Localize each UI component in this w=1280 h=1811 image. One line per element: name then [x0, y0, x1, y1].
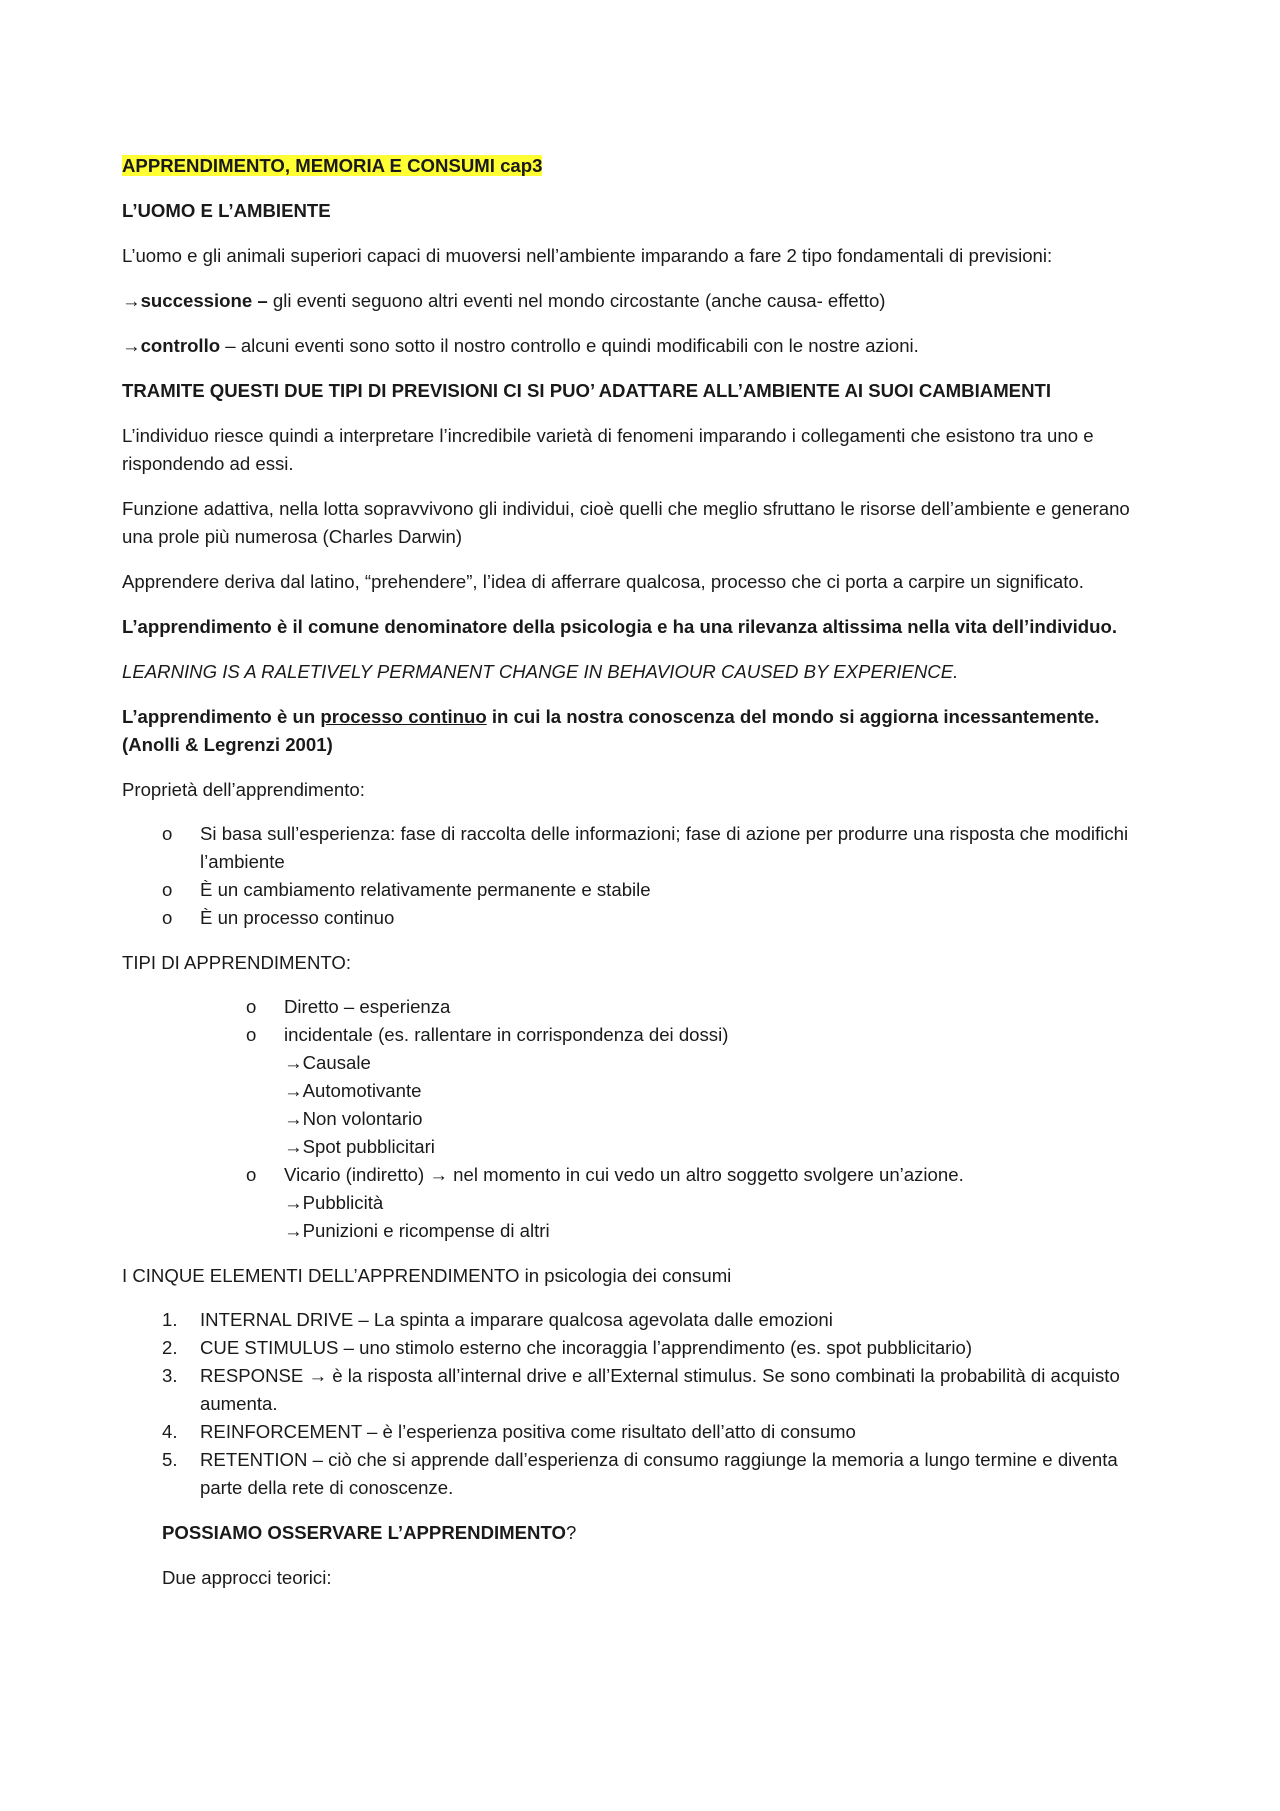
paragraph-denominatore: L’apprendimento è il comune denominatore della psicologia e ha una rilevanza altissima nella vita dell’individuo.	[122, 616, 1118, 637]
paragraph-processo-continuo	[122, 703, 1162, 759]
list-number: 1.	[162, 1309, 178, 1330]
heading-previsioni: TRAMITE QUESTI DUE TIPI DI PREVISIONI CI SI PUO’ ADATTARE ALL’AMBIENTE AI SUOI CAMBIAMENTI	[122, 380, 1052, 401]
processo-continuo-underlined: processo continuo	[320, 706, 487, 727]
cinque-elementi-list	[122, 1306, 1162, 1502]
document-title: APPRENDIMENTO, MEMORIA E CONSUMI cap3	[122, 155, 543, 176]
list-number: 2.	[162, 1337, 178, 1358]
arrow-icon: →	[284, 1052, 303, 1073]
arrow-icon: →	[284, 1080, 303, 1101]
arrow-icon: →	[122, 290, 141, 311]
sub-item: →Pubblicità	[284, 1192, 384, 1213]
arrow-icon: →	[284, 1136, 303, 1157]
list-item: o È un cambiamento relativamente permanente e stabile	[122, 876, 1162, 904]
paragraph-successione	[122, 287, 1162, 315]
paragraph-learning-definition: LEARNING IS A RALETIVELY PERMANENT CHANGE IN BEHAVIOUR CAUSED BY EXPERIENCE.	[122, 661, 959, 682]
heading-osservare: POSSIAMO OSSERVARE L’APPRENDIMENTO?	[162, 1522, 577, 1543]
proprieta-title: Proprietà dell’apprendimento:	[122, 779, 365, 800]
bullet-icon: o	[162, 879, 173, 900]
tipi-title: TIPI DI APPRENDIMENTO:	[122, 952, 352, 973]
arrow-icon: →	[284, 1192, 303, 1213]
paragraph-funzione-adattiva: Funzione adattiva, nella lotta sopravvivono gli individui, cioè quelli che meglio sfruttano le risorse dell’ambiente e generano una prole più numerosa (Charles Darwin)	[122, 498, 1130, 547]
list-item: 5. RETENTION – ciò che si apprende dall’esperienza di consumo raggiunge la memoria a lungo termine e diventa parte della rete di conoscenze.	[122, 1446, 1162, 1502]
successione-text: gli eventi seguono altri eventi nel mondo circostante (anche causa- effetto)	[267, 290, 886, 311]
list-number: 3.	[162, 1365, 178, 1386]
processo-text-b: in cui la nostra conoscenza del mondo si aggiorna incessantemente.	[486, 706, 1100, 727]
controllo-text: – alcuni eventi sono sotto il nostro controllo e quindi modificabili con le nostre azioni.	[220, 335, 919, 356]
sub-item: →Non volontario	[284, 1108, 423, 1129]
arrow-icon: →	[429, 1164, 448, 1185]
controllo-label: controllo	[140, 335, 221, 356]
paragraph-controllo	[122, 332, 1162, 360]
list-item: 1. INTERNAL DRIVE – La spinta a imparare qualcosa agevolata dalle emozioni	[122, 1306, 1162, 1334]
list-item: o È un processo continuo	[122, 904, 1162, 932]
tipi-list	[122, 993, 1162, 1245]
citation: (Anolli & Legrenzi 2001)	[122, 734, 333, 755]
bullet-icon: o	[246, 1164, 257, 1185]
list-item: 4. REINFORCEMENT – è l’esperienza positiva come risultato dell’atto di consumo	[122, 1418, 1162, 1446]
list-item-diretto: o Diretto – esperienza	[122, 993, 1162, 1021]
bullet-icon: o	[162, 907, 173, 928]
proprieta-list	[122, 820, 1162, 932]
list-item: 3. RESPONSE → è la risposta all’internal drive e all’External stimulus. Se sono combinati la probabilità di acquisto aumenta.	[122, 1362, 1162, 1418]
successione-label: successione –	[140, 290, 268, 311]
list-number: 4.	[162, 1421, 178, 1442]
list-number: 5.	[162, 1449, 178, 1470]
paragraph-individuo: L’individuo riesce quindi a interpretare l’incredibile varietà di fenomeni imparando i collegamenti che esistono tra uno e rispondendo ad essi.	[122, 425, 1094, 474]
paragraph-approcci: Due approcci teorici:	[162, 1567, 332, 1588]
arrow-icon: →	[122, 335, 141, 356]
list-item: o Si basa sull’esperienza: fase di raccolta delle informazioni; fase di azione per produrre una risposta che modifichi l’ambiente	[122, 820, 1162, 876]
bullet-icon: o	[162, 823, 173, 844]
arrow-icon: →	[284, 1220, 303, 1241]
processo-text-a: L’apprendimento è un	[122, 706, 321, 727]
paragraph-apprendere: Apprendere deriva dal latino, “prehendere”, l’idea di afferrare qualcosa, processo che ci porta a carpire un significato.	[122, 571, 1084, 592]
document-title-line	[122, 152, 1162, 180]
list-item: 2. CUE STIMULUS – uno stimolo esterno che incoraggia l’apprendimento (es. spot pubblicitario)	[122, 1334, 1162, 1362]
sub-item: →Automotivante	[284, 1080, 422, 1101]
document-content	[122, 152, 1162, 1609]
heading-uomo-ambiente: L’UOMO E L’AMBIENTE	[122, 200, 331, 221]
bullet-icon: o	[246, 1024, 257, 1045]
sub-item: →Spot pubblicitari	[284, 1136, 435, 1157]
sub-item: →Causale	[284, 1052, 371, 1073]
arrow-icon: →	[284, 1108, 303, 1129]
arrow-icon: →	[308, 1365, 328, 1386]
sub-item: →Punizioni e ricompense di altri	[284, 1220, 550, 1241]
cinque-elementi-title: I CINQUE ELEMENTI DELL’APPRENDIMENTO in psicologia dei consumi	[122, 1265, 732, 1286]
paragraph-previsioni: L’uomo e gli animali superiori capaci di muoversi nell’ambiente imparando a fare 2 tipo fondamentali di previsioni:	[122, 245, 1053, 266]
list-item-incidentale: o incidentale (es. rallentare in corrispondenza dei dossi) →Causale →Automotivante →Non volontario →Spot pubblicitari	[122, 1021, 1162, 1161]
bullet-icon: o	[246, 996, 257, 1017]
list-item-vicario: o Vicario (indiretto) → nel momento in cui vedo un altro soggetto svolgere un’azione. →Pubblicità →Punizioni e ricompense di altri	[122, 1161, 1162, 1245]
